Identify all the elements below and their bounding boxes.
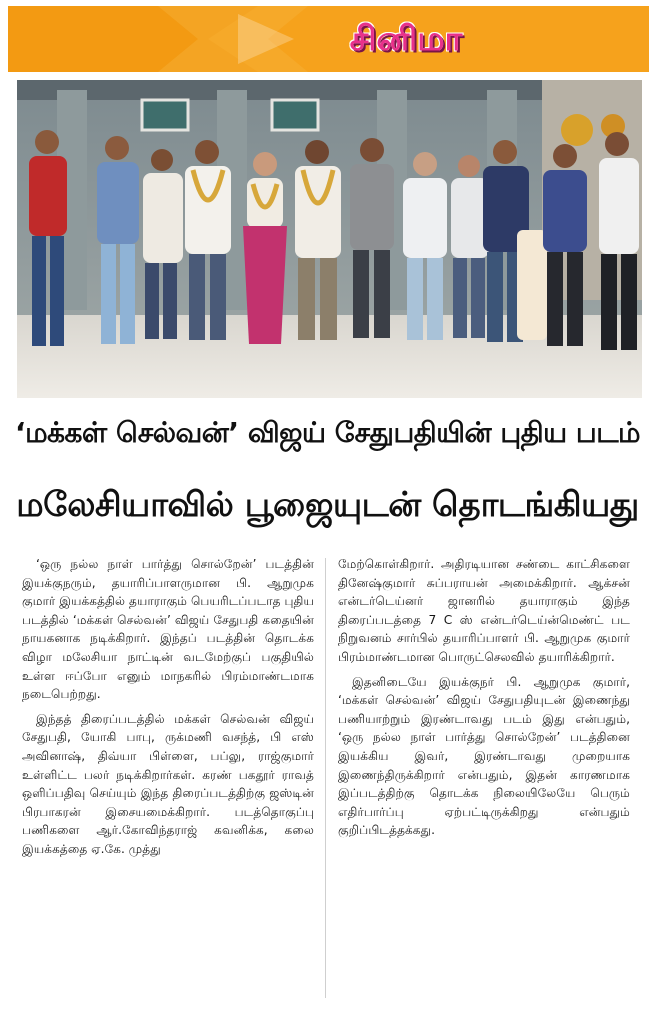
headline-line-2: மலேசியாவில் பூஜையுடன் தொடங்கியது <box>16 485 639 525</box>
article-paragraph: இந்தத் திரைப்படத்தில் மக்கள் செல்வன் விஜய் சேதுபதி, யோகி பாபு, ருக்மணி வசந்த், பி எஸ் அவினாஷ், திவ்யா பிள்ளை, பப்லு, ராஜ்குமார் உள்ளிட்ட பலர் நடிக்கிறார்கள். கரண் பகதூர் ராவத் ஒளிப்பதிவு செய்யும் இந்த திரைப்படத்திற்கு ஜஸ்டின் பிரபாகரன் இசையமைக்கிறார். படத்தொகுப்பு பணிகளை ஆர்.கோவிந்தராஜ் கவனிக்க, கலை இயக்கத்தை ஏ.கே. முத்து <box>22 711 314 856</box>
section-banner <box>8 6 649 72</box>
article-column-left <box>22 555 314 865</box>
article-paragraph: இதனிடையே இயக்குநர் பி. ஆறுமுக குமார், ‘மக்கள் செல்வன்’ விஜய் சேதுபதியுடன் இணைந்து பணியாற்றும் இரண்டாவது படம் இது என்பதும், ‘ஒரு நல்ல நாள் பார்த்து சொல்றேன்’ படத்தினை இயக்கிய இவர், இரண்டாவது முறையாக இணைந்திருக்கிறார் என்பதும், இதன் காரணமாக இப்படத்திற்கு தொடக்க நிலையிலேயே பெரும் எதிர்பார்ப்பு ஏற்பட்டிருக்கிறது என்பதும் குறிப்பிடத்தக்கது. <box>338 674 630 838</box>
column-divider <box>325 558 326 998</box>
section-title: சினிமா <box>349 19 463 59</box>
article-paragraph: ‘ஒரு நல்ல நாள் பார்த்து சொல்றேன்’ படத்தின் இயக்குநரும், தயாரிப்பாளருமான பி. ஆறுமுக குமார் இயக்கத்தில் தயாராகும் பெயரிடப்படாத புதிய படத்தில் ‘மக்கள் செல்வன்’ விஜய் சேதுபதி கதையின் நாயகனாக நடிக்கிறார். இந்தப் படத்தின் தொடக்க விழா மலேசியா நாட்டின் வடமேற்குப் பகுதியில் உள்ள ஈப்போ எனும் மாநகரில் பிரம்மாண்டமாக நடைபெற்றது. <box>22 557 314 702</box>
group-photo-illustration <box>17 80 642 398</box>
article-paragraph: மேற்கொள்கிறார். அதிரடியான சண்டை காட்சிகளை தினேஷ்குமார் சுப்பராயன் அமைக்கிறார். ஆக்சன் என்டர்டெய்னர் ஜானரில் தயாராகும் இந்த திரைப்படத்தை 7 C ஸ் என்டர்டெய்ன்மெண்ட் பட நிறுவனம் சார்பில் தயாரிப்பாளர் பி. ஆறுமுக குமார் பிரம்மாண்டமான பொருட்செலவில் தயாரிக்கிறார். <box>338 557 630 664</box>
headline-line-1: ‘மக்கள் செல்வன்’ விஜய் சேதுபதியின் புதிய படம் <box>14 416 641 449</box>
group-photo <box>17 80 642 398</box>
article-column-right <box>338 555 630 846</box>
